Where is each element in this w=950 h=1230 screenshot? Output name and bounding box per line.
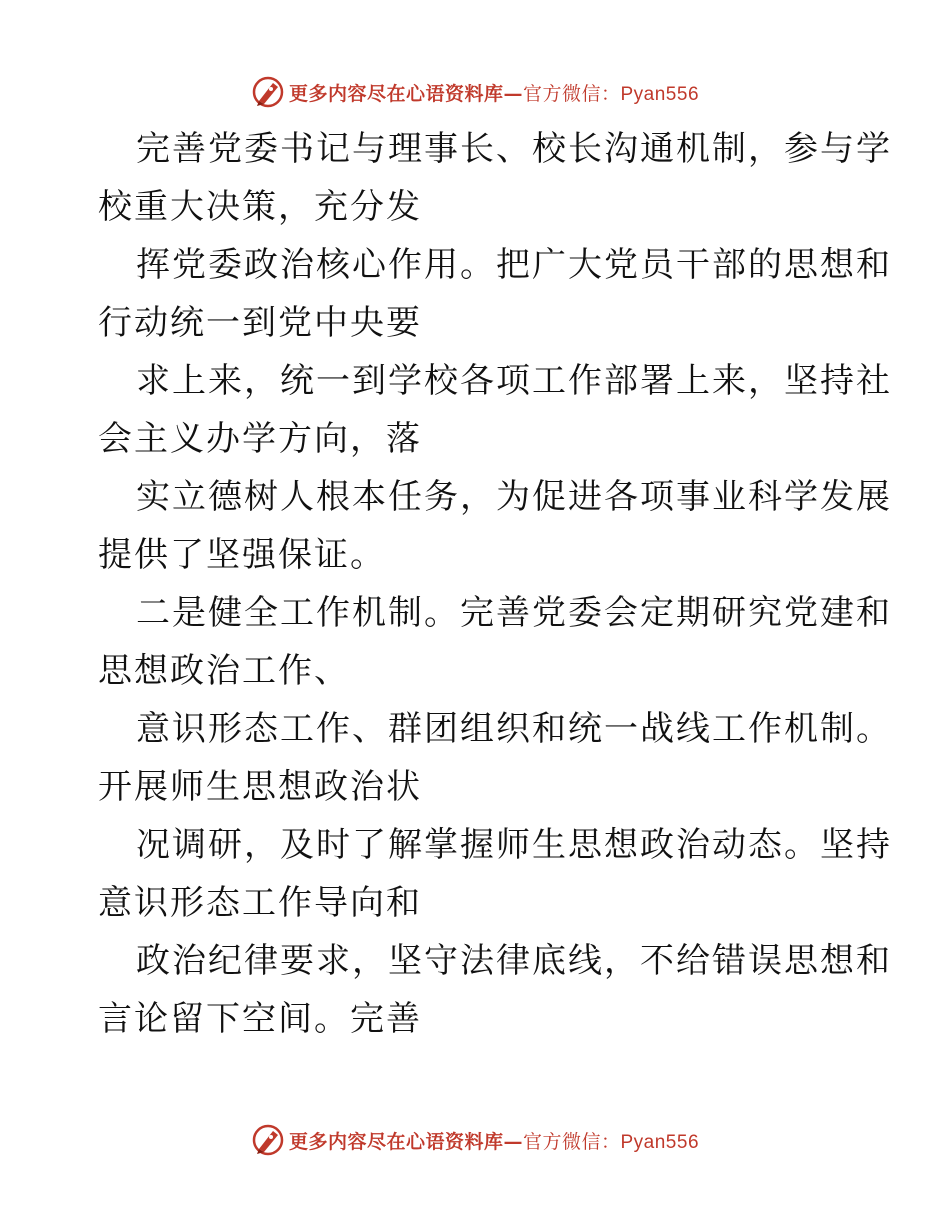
document-body [98,120,892,1048]
text-line: 二是健全工作机制。完善党委会定期研究党建和 [136,593,892,633]
text-line: 意识形态工作、群团组织和统一战线工作机制。 [136,709,892,749]
header-watermark [0,72,950,112]
text-line: 挥党委政治核心作用。把广大党员干部的思想和 [136,245,892,285]
watermark-wechat: 官方微信：Pyan556 [523,1131,700,1153]
watermark-wechat: 官方微信：Pyan556 [523,83,700,105]
watermark-text: 更多内容尽在心语资料库— [288,1130,523,1153]
text-line: 完善党委书记与理事长、校长沟通机制，参与学 [136,129,892,169]
watermark-text: 更多内容尽在心语资料库— [288,82,523,105]
text-line: 校重大决策，充分发 [98,187,422,227]
text-line: 求上来，统一到学校各项工作部署上来，坚持社 [136,361,892,401]
pen-logo-icon [251,1123,285,1157]
text-line: 况调研，及时了解掌握师生思想政治动态。坚持 [136,825,892,865]
text-line: 行动统一到党中央要 [98,303,422,343]
text-line: 实立德树人根本任务，为促进各项事业科学发展 [136,477,892,517]
pen-logo-icon [251,75,285,109]
text-line: 开展师生思想政治状 [98,767,422,807]
text-line: 政治纪律要求，坚守法律底线，不给错误思想和 [136,941,892,981]
text-line: 意识形态工作导向和 [98,883,422,923]
text-line: 思想政治工作、 [98,651,350,691]
text-line: 提供了坚强保证。 [98,535,386,575]
footer-watermark [0,1120,950,1160]
text-line: 会主义办学方向，落 [98,419,422,459]
text-line: 言论留下空间。完善 [98,999,422,1039]
